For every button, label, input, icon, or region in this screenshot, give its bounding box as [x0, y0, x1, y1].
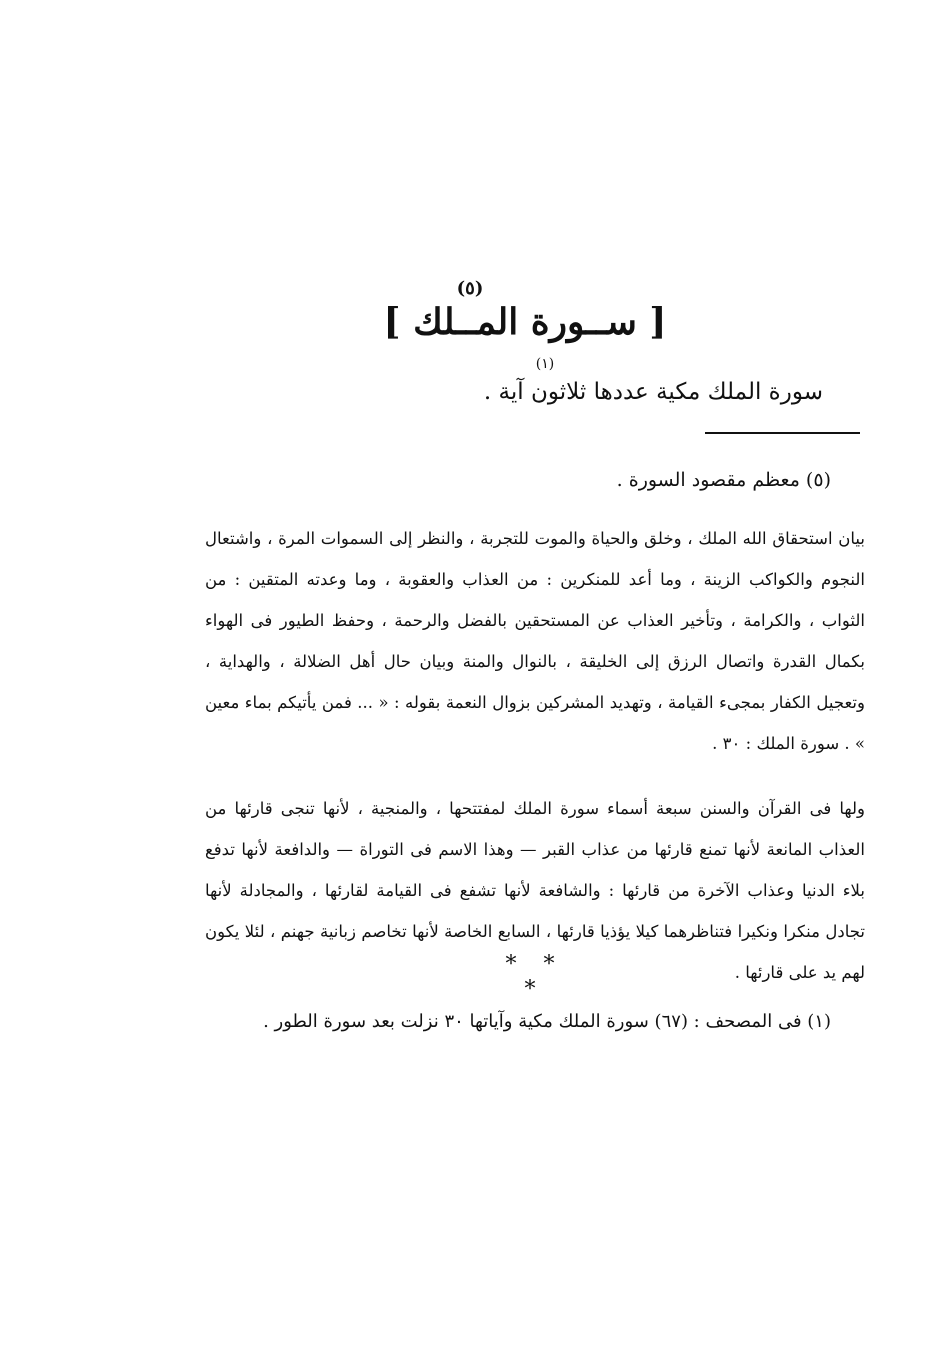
surah-title: [ ســورة المــلك ]: [383, 301, 667, 343]
surah-subtitle: سورة الملك مكية عددها ثلاثون آية .: [483, 379, 823, 405]
title-note-marker: (٥): [456, 278, 484, 299]
subtitle-note-marker: (١): [535, 356, 555, 372]
paragraph-names: ولها فى القرآن والسنن سبعة أسماء سورة الملك لمفتتحها ، والمنجية ، لأنها تنجى قارئها من العذاب المانعة لأنها تمنع قارئها من عذاب القبر — وهذا الاسم فى التوراة — والدافعة لأنها تدفع بلاء الدنيا وعذاب الآخرة من قارئها : والشافعة لأنها تشفع فى القيامة لقارئها ، والمجادلة لأنها تجادل منكرا ونكيرا فتناظرهما كيلا يؤذيا قارئها ، السابع الخاصة لأنها تخاصم زبانية جهنم ، لئلا يكون لهم يد على قارئها .: [205, 799, 865, 982]
section-separator: * * *: [505, 952, 565, 1002]
footnote: (١) فى المصحف : (٦٧) سورة الملك مكية وآياتها ٣٠ نزلت بعد سورة الطور .: [263, 1011, 831, 1032]
intro-heading: (٥) معظم مقصود السورة .: [616, 469, 831, 491]
footnote-divider-rule: [705, 432, 860, 434]
paragraph-purpose: بيان استحقاق الله الملك ، وخلق والحياة والموت للتجربة ، والنظر إلى السموات المرة ، واشتعال النجوم والكواكب الزينة ، وما أعد للمنكرين : من العذاب والعقوبة ، وما وعدته المتقين : من الثواب ، والكرامة ، وتأخير العذاب عن المستحقين بالفضل والرحمة ، وحفظ الطيور فى الهواء بكمال القدرة واتصال الرزق إلى الخليقة ، بالنوال والمنة وبيان حال أهل الضلالة ، والهداية ، وتعجيل الكفار بمجىء القيامة ، وتهديد المشركين بزوال النعمة بقوله : « ... فمن يأتيكم بماء معين » . سورة الملك : ٣٠ .: [205, 529, 865, 753]
